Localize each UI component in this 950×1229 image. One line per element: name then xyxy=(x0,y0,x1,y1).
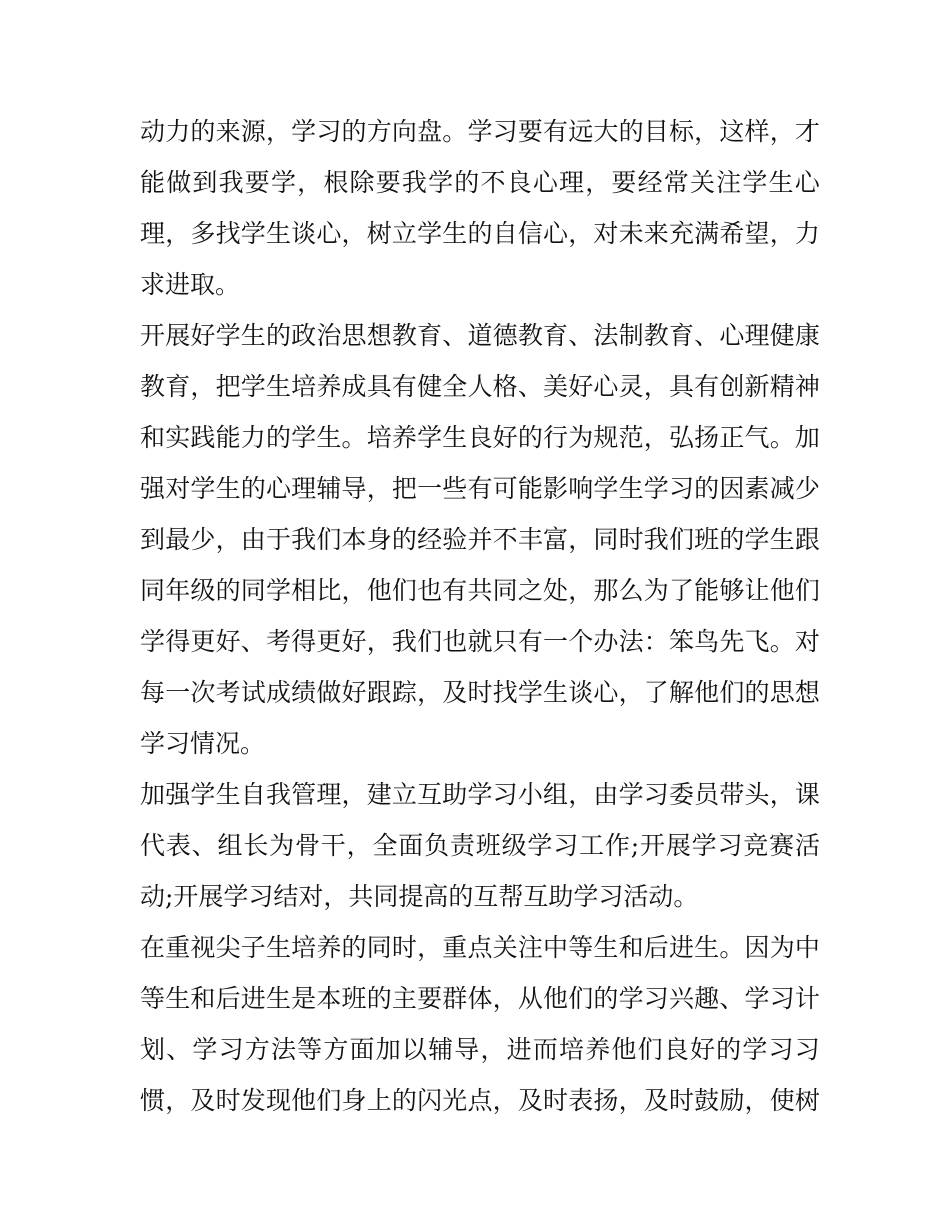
paragraph xyxy=(140,106,820,310)
text-line: 和 实 践 能 力 的 学 生 。 培 养 学 生 良 好 的 行 为 规 范 ， 弘 扬 正 气 。 加 xyxy=(140,423,820,452)
text-line: 到 最 少 ， 由 于 我 们 本 身 的 经 验 并 不 丰 富 ， 同 时 我 们 班 的 学 生 跟 xyxy=(140,525,820,554)
text-line: 惯 ， 及 时 发 现 他 们 身 上 的 闪 光 点 ， 及 时 表 扬 ， 及 时 鼓 励 ， 使 树 xyxy=(140,1086,820,1115)
text-line: 动;开展学习结对，共同提高的互帮互助学习活动。 xyxy=(140,882,699,911)
document-body xyxy=(140,106,820,1126)
text-line: 每 一 次 考 试 成 绩 做 好 跟 踪 ， 及 时 找 学 生 谈 心 ， 了 解 他 们 的 思 想 xyxy=(140,678,820,707)
text-line: 等 生 和 后 进 生 是 本 班 的 主 要 群 体 ， 从 他 们 的 学 习 兴 趣 、 学 习 计 xyxy=(140,984,820,1013)
paragraph xyxy=(140,922,820,1126)
text-line: 划 、 学 习 方 法 等 方 面 加 以 辅 导 ， 进 而 培 养 他 们 良 好 的 学 习 习 xyxy=(140,1035,820,1064)
text-line: 教 育 ， 把 学 生 培 养 成 具 有 健 全 人 格 、 美 好 心 灵 ， 具 有 创 新 精 神 xyxy=(140,372,820,401)
text-line: 加 强 学 生 自 我 管 理 ， 建 立 互 助 学 习 小 组 ， 由 学 习 委 员 带 头 ， 课 xyxy=(140,780,820,809)
paragraph xyxy=(140,310,820,769)
text-line: 理 ， 多 找 学 生 谈 心 ， 树 立 学 生 的 自 信 心 ， 对 未 来 充 满 希 望 ， 力 xyxy=(140,219,820,248)
text-line: 学 得 更 好 、 考 得 更 好 ， 我 们 也 就 只 有 一 个 办 法 ： 笨 鸟 先 飞 。 对 xyxy=(140,627,820,656)
text-line: 代 表 、 组 长 为 骨 干 ， 全 面 负 责 班 级 学 习 工 作 ; 开 展 学 习 竞 赛 活 xyxy=(140,831,820,860)
text-line: 求进取。 xyxy=(140,270,241,299)
text-line: 强 对 学 生 的 心 理 辅 导 ， 把 一 些 有 可 能 影 响 学 生 学 习 的 因 素 减 少 xyxy=(140,474,820,503)
text-line: 在 重 视 尖 子 生 培 养 的 同 时 ， 重 点 关 注 中 等 生 和 后 进 生 。 因 为 中 xyxy=(140,933,820,962)
text-line: 同 年 级 的 同 学 相 比 ， 他 们 也 有 共 同 之 处 ， 那 么 为 了 能 够 让 他 们 xyxy=(140,576,820,605)
paragraph xyxy=(140,769,820,922)
text-line: 能 做 到 我 要 学 ， 根 除 要 我 学 的 不 良 心 理 ， 要 经 常 关 注 学 生 心 xyxy=(140,168,820,197)
text-line: 动 力 的 来 源 ， 学 习 的 方 向 盘 。 学 习 要 有 远 大 的 目 标 ， 这 样 ， 才 xyxy=(140,117,820,146)
text-line: 学习情况。 xyxy=(140,729,266,758)
text-line: 开 展 好 学 生 的 政 治 思 想 教 育 、 道 德 教 育 、 法 制 教 育 、 心 理 健 康 xyxy=(140,321,820,350)
